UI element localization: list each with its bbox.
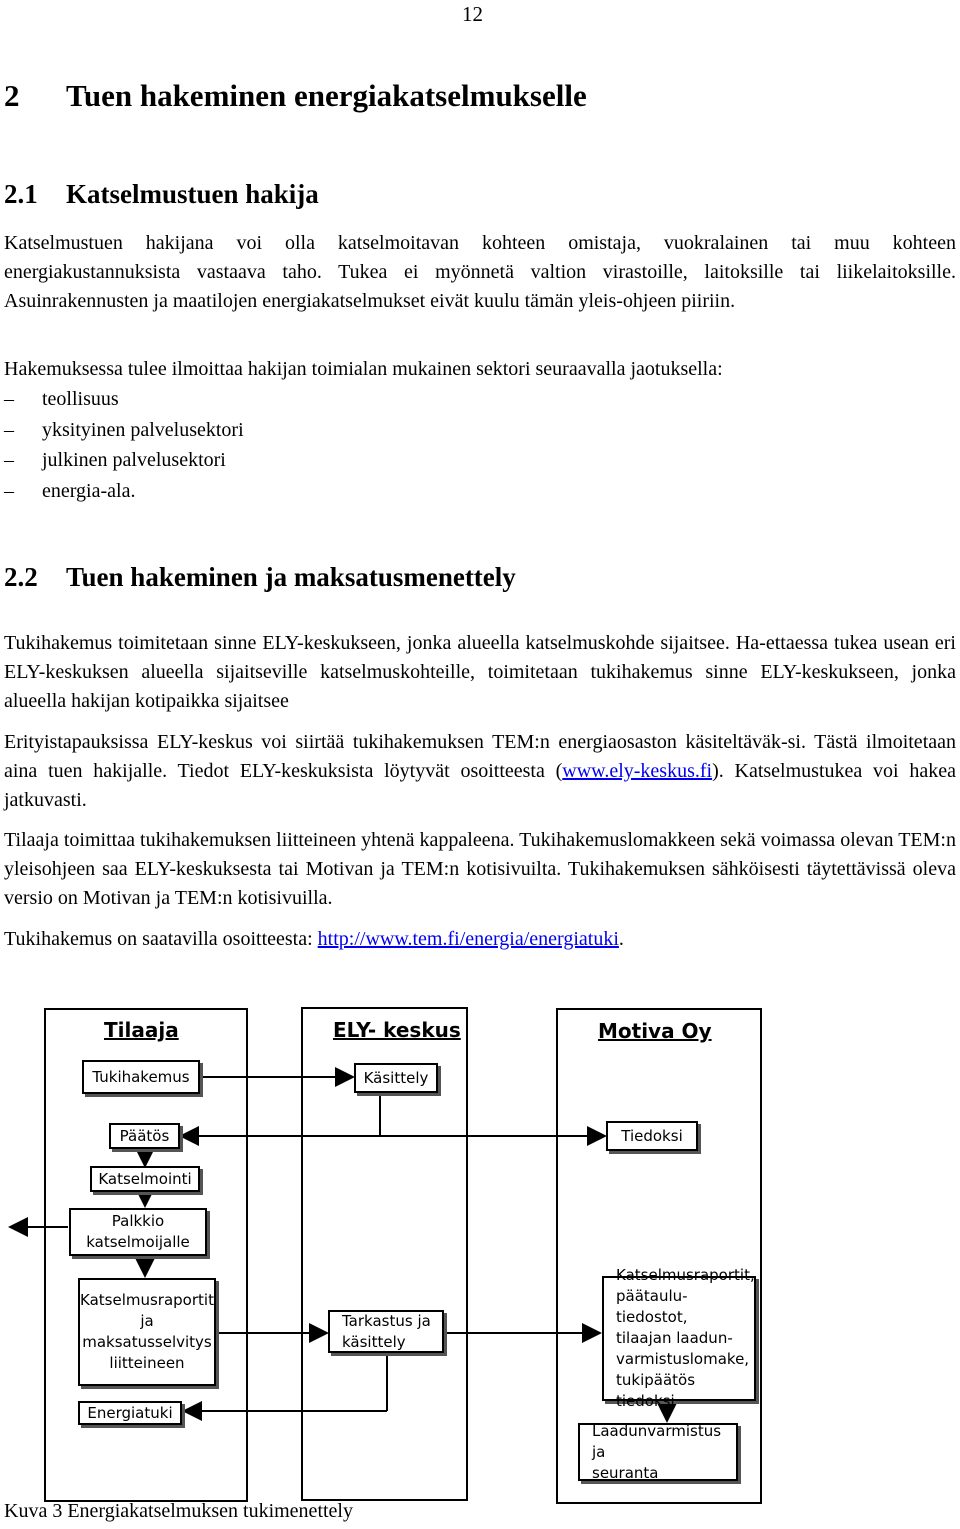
box-katselmusraportti-tilaaja: Katselmusraportit ja maksatusselvitys liitteineen [78, 1278, 216, 1386]
box-katselmointi: Katselmointi [90, 1166, 200, 1192]
sector-list [4, 384, 244, 506]
paragraph-text: ). Katselmustukea voi hakea jatkuvasti. [4, 760, 956, 811]
paragraph-text: Erityistapauksissa ELY-keskus voi siirtää tukihakemuksen TEM:n energiaosaston käsiteltäväk-si. Tästä ilmoitetaan aina tuen hakijalle. Tiedot ELY-keskuksista löytyvät osoitteesta ( [4, 731, 956, 782]
section-number: 2.1 [4, 179, 38, 209]
section-title: Tuen hakeminen ja maksatusmenettely [66, 562, 516, 592]
paragraph [4, 728, 956, 815]
paragraph: Tilaaja toimittaa tukihakemuksen liitteineen yhtenä kappaleena. Tukihakemuslomakkeen sekä voimassa olevan TEM:n yleisohjeen saa ELY-keskuksesta tai Motivan ja TEM:n kotisivuilta. Tukihakemuksen sähköisesti täytettävissä oleva versio on Motivan ja TEM:n kotisivuilla. [4, 829, 956, 909]
box-tarkastus: Tarkastus ja käsittely [328, 1310, 444, 1353]
box-katselmusraportti-motiva: Katselmusraportit, päätaulu-tiedostot, tilaajan laadun- varmistuslomake, tukipäätös tiedoksi [602, 1276, 756, 1401]
chapter-title: Tuen hakeminen energiakatselmukselle [66, 78, 587, 113]
paragraph-text: Tukihakemus on saatavilla osoitteesta: [4, 928, 318, 950]
chapter-number: 2 [4, 78, 20, 113]
list-item-text: julkinen palvelusektori [42, 449, 226, 471]
section-heading-2-2 [4, 562, 516, 593]
list-item [4, 384, 244, 415]
paragraph-text: . [618, 928, 624, 950]
list-dash: – [4, 418, 14, 441]
section-title: Katselmustuen hakija [66, 179, 319, 209]
lane-title-ely: ELY- keskus [333, 1018, 461, 1042]
box-tiedoksi: Tiedoksi [606, 1121, 698, 1151]
list-dash: – [4, 388, 14, 410]
list-item-text: yksityinen palvelusektori [42, 418, 244, 441]
box-palkkio: Palkkio katselmoijalle [69, 1208, 207, 1256]
process-diagram [0, 1003, 960, 1503]
chapter-heading [4, 78, 587, 114]
section-heading-2-1 [4, 179, 319, 210]
paragraph: Katselmustuen hakijana voi olla katselmoitavan kohteen omistaja, vuokralainen tai muu kohteen energiakustannuksista vastaava taho. Tukea ei myönnetä valtion virastoille, laitoksille tai liikelaitoksille. Asuinrakennusten ja maatilojen energiakatselmukset eivät kuulu tämän yleis-ohjeen piiriin. [4, 232, 956, 312]
section-number: 2.2 [4, 562, 38, 592]
figure-caption: Kuva 3 Energiakatselmuksen tukimenettely [4, 1500, 353, 1522]
paragraph: Hakemuksessa tulee ilmoittaa hakijan toimialan mukainen sektori seuraavalla jaotuksella: [4, 358, 723, 380]
list-item [4, 415, 244, 446]
paragraph [4, 925, 956, 954]
list-item [4, 445, 244, 476]
box-kasittely: Käsittely [354, 1063, 438, 1093]
tem-energiatuki-link[interactable]: http://www.tem.fi/energia/energiatuki [317, 928, 619, 950]
list-dash: – [4, 449, 14, 471]
lane-title-motiva: Motiva Oy [598, 1019, 712, 1043]
paragraph: Tukihakemus toimitetaan sinne ELY-keskukseen, jonka alueella katselmuskohde sijaitsee. Ha-ettaessa tukea usean eri ELY-keskuksen alueella sijaitseville katselmuskohteille, toimitetaan tukihakemus sinne ELY-keskukseen, jonka alueella hakijan kotipaikka sijaitsee [4, 632, 956, 712]
list-item-text: energia-ala. [42, 479, 136, 502]
box-paatos: Päätös [109, 1123, 180, 1149]
box-laadunvarmistus: Laadunvarmistus ja seuranta [578, 1423, 738, 1481]
box-tukihakemus: Tukihakemus [82, 1060, 200, 1094]
list-item-text: teollisuus [42, 388, 119, 410]
lane-title-tilaaja: Tilaaja [104, 1018, 179, 1042]
list-dash: – [4, 479, 14, 502]
ely-keskus-link[interactable]: www.ely-keskus.fi [562, 760, 713, 782]
box-energiatuki: Energiatuki [78, 1401, 182, 1425]
list-item [4, 476, 244, 507]
page-number: 12 [462, 2, 483, 26]
